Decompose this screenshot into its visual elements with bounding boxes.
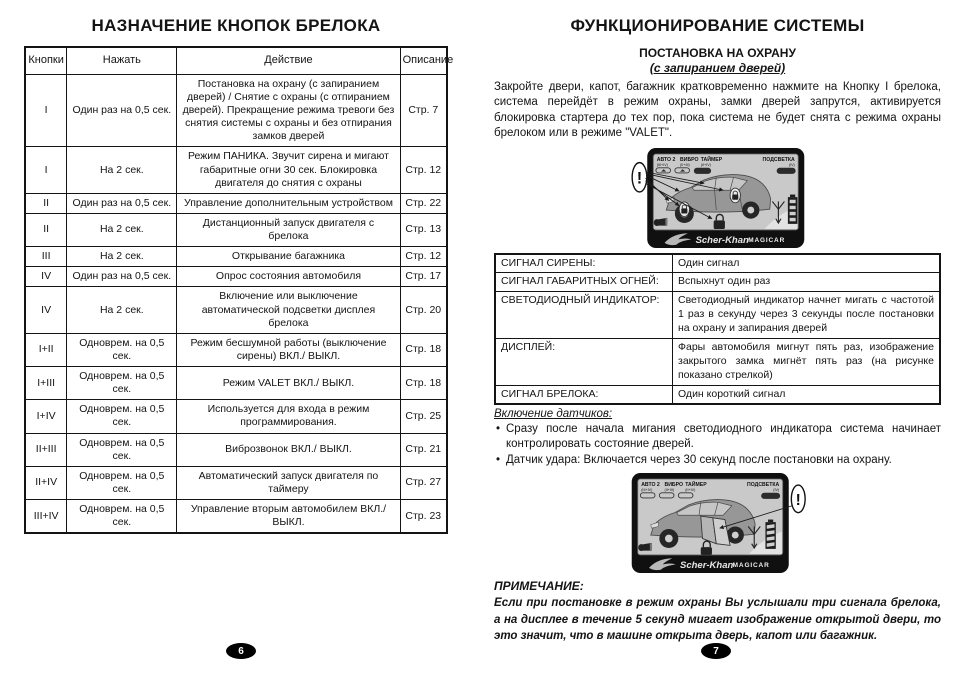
svg-text:ВИБРО: ВИБРО [679, 156, 699, 163]
cell-buttons: II [25, 193, 67, 213]
cell-buttons: I [25, 147, 67, 193]
battery-icon [787, 194, 796, 223]
sensor-bullet: • Сразу после начала мигания светодиодного индикатора система начинает контролировать состояние дверей. [494, 422, 941, 452]
cell-ref: Стр. 23 [400, 500, 447, 534]
signal-value: Вспыхнут один раз [673, 273, 941, 292]
table-row [25, 147, 447, 193]
table-row [25, 333, 447, 366]
page-title: НАЗНАЧЕНИЕ КНОПОК БРЕЛОКА [91, 16, 381, 35]
cell-ref: Стр. 12 [400, 147, 447, 193]
cell-press: Один раз на 0,5 сек. [67, 74, 177, 147]
table-row [495, 292, 940, 339]
svg-text:!: ! [636, 168, 642, 187]
cell-buttons: IV [25, 287, 67, 333]
cell-ref: Стр. 18 [400, 367, 447, 400]
table-row [25, 433, 447, 466]
cell-action: Постановка на охрану (с запиранием дверей) / Снятие с охраны (с отпиранием дверей). Прекращение режима тревоги без снятия системы с охраны и без отпирания замков дверей [177, 74, 400, 147]
cell-ref: Стр. 17 [400, 267, 447, 287]
intro-paragraph: Закройте двери, капот, багажник кратковременно нажмите на Кнопку I брелока, система перейдёт в режим охраны, замки дверей запрутся, активируется блокировка стартера до тех пор, пока система не будет снята с режима охраны брелоком или в режиме "VALET". [494, 81, 941, 140]
cell-press: Одноврем. на 0,5 сек. [67, 466, 177, 499]
sensor-bullet: • Датчик удара: Включается через 30 секунд после постановки на охрану. [494, 453, 941, 468]
table-row [25, 287, 447, 333]
arming-signals-table [494, 253, 941, 406]
section-subheading: (с запиранием дверей) [649, 61, 786, 75]
keyfob-lcd-door-open-figure [494, 471, 941, 575]
svg-text:(IV): (IV) [788, 162, 795, 167]
cell-action: Опрос состояния автомобиля [177, 267, 400, 287]
page-number-right: 7 [701, 643, 731, 659]
cell-ref: Стр. 20 [400, 287, 447, 333]
cell-buttons: I [25, 74, 67, 147]
svg-text:ПОДСВЕТКА: ПОДСВЕТКА [746, 482, 779, 489]
signal-value: Один короткий сигнал [673, 385, 941, 404]
svg-text:АВТО 2: АВТО 2 [640, 482, 660, 489]
table-row [25, 193, 447, 213]
table-row [25, 400, 447, 433]
cell-action: Управление дополнительным устройством [177, 193, 400, 213]
cell-ref: Стр. 22 [400, 193, 447, 213]
table-row [25, 500, 447, 534]
table-row [495, 254, 940, 273]
cell-action: Используется для входа в режим программирования. [177, 400, 400, 433]
cell-buttons: II+III [25, 433, 67, 466]
cell-ref: Стр. 13 [400, 213, 447, 246]
cell-press: На 2 сек. [67, 147, 177, 193]
column-header: Нажать [67, 47, 177, 74]
cell-ref: Стр. 18 [400, 333, 447, 366]
battery-icon [765, 520, 775, 549]
signal-label: ДИСПЛЕЙ: [495, 338, 673, 385]
svg-text:!: ! [795, 492, 801, 510]
cell-action: Виброзвонок ВКЛ./ ВЫКЛ. [177, 433, 400, 466]
svg-text:Scher-Khan: Scher-Khan [695, 234, 749, 246]
table-row [25, 367, 447, 400]
cell-action: Открывание багажника [177, 247, 400, 267]
cell-buttons: I+III [25, 367, 67, 400]
signal-label: СВЕТОДИОДНЫЙ ИНДИКАТОР: [495, 292, 673, 339]
button-functions-table [24, 46, 454, 534]
svg-text:АВТО 2: АВТО 2 [656, 156, 675, 163]
cell-buttons: III+IV [25, 500, 67, 534]
cell-ref: Стр. 25 [400, 400, 447, 433]
svg-text:(III+IV): (III+IV) [656, 162, 668, 167]
svg-text:MAGICAR: MAGICAR [747, 236, 785, 244]
column-header: Кнопки [25, 47, 67, 74]
signal-value: Один сигнал [673, 254, 941, 273]
svg-text:ТАЙМЕР: ТАЙМЕР [700, 156, 722, 163]
svg-text:ВИБРО: ВИБРО [664, 482, 683, 489]
table-row [25, 466, 447, 499]
cell-action: Режим VALET ВКЛ./ ВЫКЛ. [177, 367, 400, 400]
cell-press: На 2 сек. [67, 213, 177, 246]
svg-text:(II+IV): (II+IV) [684, 488, 695, 493]
right-page [494, 8, 941, 644]
exclamation-balloon-icon [791, 485, 805, 513]
svg-text:(II+IV): (II+IV) [700, 162, 711, 167]
keyfob-lcd-door-open [630, 471, 806, 575]
signal-label: СИГНАЛ БРЕЛОКА: [495, 385, 673, 404]
cell-action: Управление вторым автомобилем ВКЛ./ВЫКЛ. [177, 500, 400, 534]
cell-press: Одноврем. на 0,5 сек. [67, 400, 177, 433]
left-page [24, 8, 454, 534]
cell-press: Один раз на 0,5 сек. [67, 193, 177, 213]
keyfob-lcd-armed-figure [494, 146, 941, 250]
cell-press: На 2 сек. [67, 247, 177, 267]
cell-buttons: II [25, 213, 67, 246]
cell-press: Одноврем. на 0,5 сек. [67, 433, 177, 466]
svg-text:Scher-Khan: Scher-Khan [679, 560, 733, 572]
svg-text:(IV): (IV) [772, 488, 779, 493]
cell-action: Дистанционный запуск двигателя с брелока [177, 213, 400, 246]
cell-press: Одноврем. на 0,5 сек. [67, 333, 177, 366]
cell-buttons: III [25, 247, 67, 267]
cell-buttons: I+II [25, 333, 67, 366]
table-header-row [25, 47, 447, 74]
keyfob-lcd-armed [630, 146, 806, 250]
section-heading: ПОСТАНОВКА НА ОХРАНУ [639, 46, 796, 60]
cell-press: Один раз на 0,5 сек. [67, 267, 177, 287]
cell-press: Одноврем. на 0,5 сек. [67, 500, 177, 534]
svg-text:(II+III): (II+III) [679, 162, 690, 167]
table-row [25, 267, 447, 287]
cell-action: Режим бесшумной работы (выключение сирены) ВКЛ./ ВЫКЛ. [177, 333, 400, 366]
svg-text:(II+III): (II+III) [664, 488, 674, 493]
cell-ref: Стр. 7 [400, 74, 447, 147]
table-row [495, 273, 940, 292]
signal-label: СИГНАЛ ГАБАРИТНЫХ ОГНЕЙ: [495, 273, 673, 292]
svg-text:ТАЙМЕР: ТАЙМЕР [684, 482, 707, 489]
exclamation-balloon-icon [632, 162, 647, 191]
column-header: Действие [177, 47, 400, 74]
cell-action: Режим ПАНИКА. Звучит сирена и мигают габаритные огни 30 сек. Блокировка двигателя до снятия с охраны [177, 147, 400, 193]
cell-ref: Стр. 27 [400, 466, 447, 499]
signal-value: Фары автомобиля мигнут пять раз, изображение закрытого замка мигнёт пять раз (на рисунке показано стрелкой) [673, 338, 941, 385]
svg-text:(III+IV): (III+IV) [640, 488, 652, 493]
svg-text:ПОДСВЕТКА: ПОДСВЕТКА [762, 156, 795, 163]
table-row [25, 213, 447, 246]
signal-label: СИГНАЛ СИРЕНЫ: [495, 254, 673, 273]
cell-press: На 2 сек. [67, 287, 177, 333]
signal-value: Светодиодный индикатор начнет мигать с частотой 1 раз в секунду через 3 секунды после постановки на охрану и запирания дверей [673, 292, 941, 339]
cell-action: Автоматический запуск двигателя по таймеру [177, 466, 400, 499]
page-number-left: 6 [226, 643, 256, 659]
table-row [25, 247, 447, 267]
column-header: Описание [400, 47, 447, 74]
sensors-heading: Включение датчиков: [494, 408, 613, 421]
cell-buttons: I+IV [25, 400, 67, 433]
door-lock-badge-icon [730, 188, 740, 203]
note-text: Если при постановке в режим охраны Вы услышали три сигнала брелока, а на дисплее в течение 5 секунд мигает изображение открытой двери, то это значит, что в машине открыта дверь, капот или багажник. [494, 597, 941, 642]
cell-ref: Стр. 21 [400, 433, 447, 466]
note-heading: ПРИМЕЧАНИЕ: [494, 579, 584, 594]
table-row [495, 338, 940, 385]
table-row [25, 74, 447, 147]
page-title: ФУНКЦИОНИРОВАНИЕ СИСТЕМЫ [570, 16, 865, 35]
cell-press: Одноврем. на 0,5 сек. [67, 367, 177, 400]
cell-action: Включение или выключение автоматической подсветки дисплея брелока [177, 287, 400, 333]
cell-buttons: II+IV [25, 466, 67, 499]
cell-buttons: IV [25, 267, 67, 287]
cell-ref: Стр. 12 [400, 247, 447, 267]
svg-text:MAGICAR: MAGICAR [732, 562, 770, 570]
table-row [495, 385, 940, 404]
